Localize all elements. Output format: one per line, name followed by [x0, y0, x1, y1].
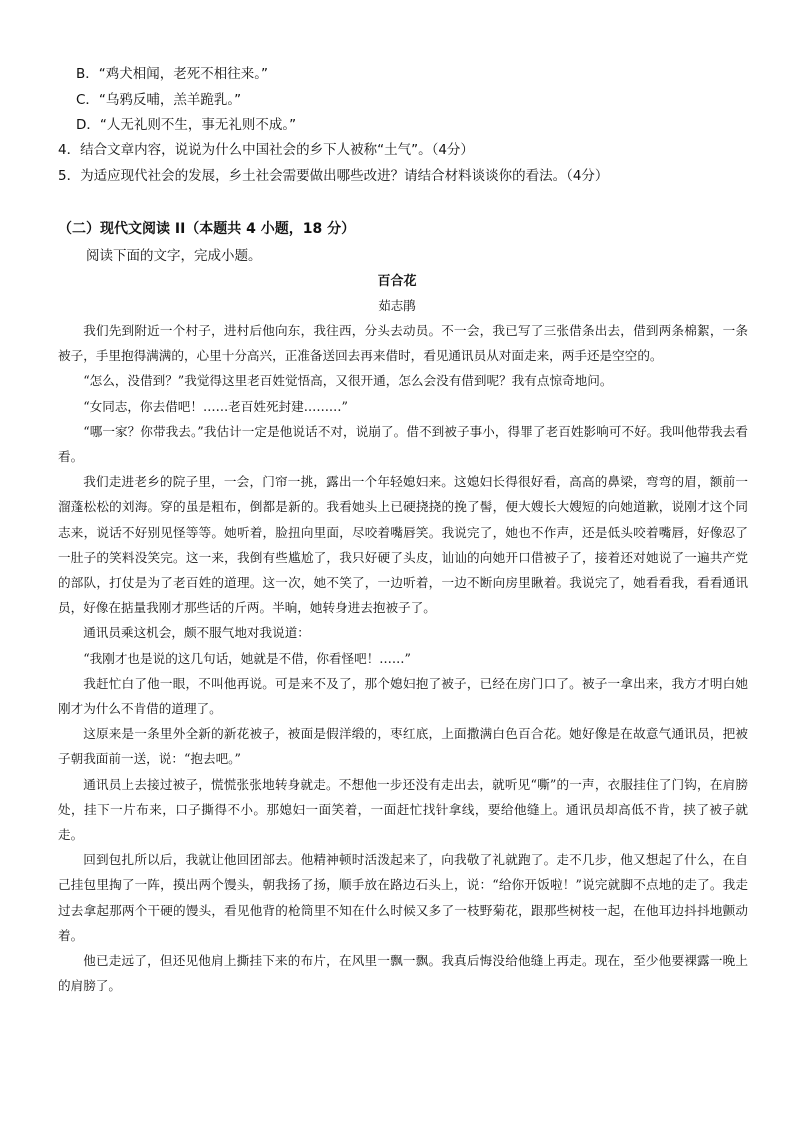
- story-body: [58, 318, 748, 998]
- story-paragraph: 通讯员乘这机会，颇不服气地对我说道：: [83, 625, 310, 641]
- story-paragraph: 他已走远了，但还见他肩上撕挂下来的布片，在风里一飘一飘。我真后悔没给他缝上再走。现在，至少他要裸露一晚上的肩膀了。: [58, 953, 748, 994]
- option-b: B．“鸡犬相闻，老死不相往来。”: [76, 66, 268, 82]
- story-title: 百合花: [377, 274, 417, 289]
- question-4: 4．结合文章内容，说说为什么中国社会的乡下人被称“土气”。（4分）: [58, 142, 474, 158]
- story-paragraph: “女同志，你去借吧！……老百姓死封建………”: [83, 398, 348, 414]
- section-heading: （二）现代文阅读 II（本题共 4 小题，18 分）: [58, 221, 356, 237]
- question-5: 5．为适应现代社会的发展，乡土社会需要做出哪些改进？请结合材料谈谈你的看法。（4分）: [58, 168, 609, 184]
- option-d: D．“人无礼则不生，事无礼则不成。”: [76, 117, 297, 133]
- reading-instruction: 阅读下面的文字，完成小题。: [86, 248, 262, 264]
- story-paragraph: 回到包扎所以后，我就让他回团部去。他精神顿时活泼起来了，向我敬了礼就跑了。走不几步，他又想起了什么，在自己挂包里掏了一阵，摸出两个馒头，朝我扬了扬，顺手放在路边石头上，说：“给你开饭啦！”说完就脚不点地的走了。我走过去拿起那两个干硬的馒头，看见他背的枪筒里不知在什么时候又多了一枝野菊花，跟那些树枝一起，在他耳边抖抖地颤动着。: [58, 852, 748, 943]
- option-c: C．“乌鸦反哺，羔羊跪乳。”: [76, 92, 242, 108]
- story-paragraph: 我们先到附近一个村子，进村后他向东，我往西，分头去动员。不一会，我已写了三张借条出去，借到两条棉絮，一条被子，手里抱得满满的，心里十分高兴，正准备送回去再来借时，看见通讯员从对面走来，两手还是空空的。: [58, 323, 748, 364]
- story-paragraph: 这原来是一条里外全新的新花被子，被面是假洋缎的，枣红底，上面撒满白色百合花。她好像是在故意气通讯员，把被子朝我面前一送，说：“抱去吧。”: [58, 726, 748, 767]
- story-paragraph: “我刚才也是说的这几句话，她就是不借，你看怪吧！……”: [83, 650, 411, 666]
- story-paragraph: 我们走进老乡的院子里，一会，门帘一挑，露出一个年轻媳妇来。这媳妇长得很好看，高高的鼻梁，弯弯的眉，额前一溜蓬松松的刘海。穿的虽是粗布，倒都是新的。我看她头上已硬挠挠的挽了髻，便大嫂长大嫂短的向她道歉，说刚才这个同志来，说话不好别见怪等等。她听着，脸扭向里面，尽咬着嘴唇笑。我说完了，她也不作声，还是低头咬着嘴唇，好像忍了一肚子的笑料没笑完。这一来，我倒有些尴尬了，我只好硬了头皮，讪讪的向她开口借被子了，接着还对她说了一遍共产党的部队，打仗是为了老百姓的道理。这一次，她不笑了，一边听着，一边不断向房里瞅着。我说完了，她看看我，看看通讯员，好像在掂量我刚才那些话的斤两。半晌，她转身进去抱被子了。: [58, 474, 748, 616]
- story-paragraph: “哪一家？你带我去。”我估计一定是他说话不对，说崩了。借不到被子事小，得罪了老百姓影响可不好。我叫他带我去看看。: [58, 423, 748, 465]
- story-paragraph: 我赶忙白了他一眼，不叫他再说。可是来不及了，那个媳妇抱了被子，已经在房门口了。被子一拿出来，我方才明白她刚才为什么不肯借的道理了。: [58, 675, 748, 717]
- story-paragraph: 通讯员上去接过被子，慌慌张张地转身就走。不想他一步还没有走出去，就听见“嘶”的一声，衣服挂住了门钩，在肩膀处，挂下一片布来，口子撕得不小。那媳妇一面笑着，一面赶忙找针拿线，要给他缝上。通讯员却高低不肯，挟了被子就走。: [58, 776, 748, 843]
- story-author: 茹志鹃: [378, 298, 416, 313]
- story-paragraph: “怎么，没借到？”我觉得这里老百姓觉悟高，又很开通，怎么会没有借到呢？我有点惊奇地问。: [83, 373, 613, 389]
